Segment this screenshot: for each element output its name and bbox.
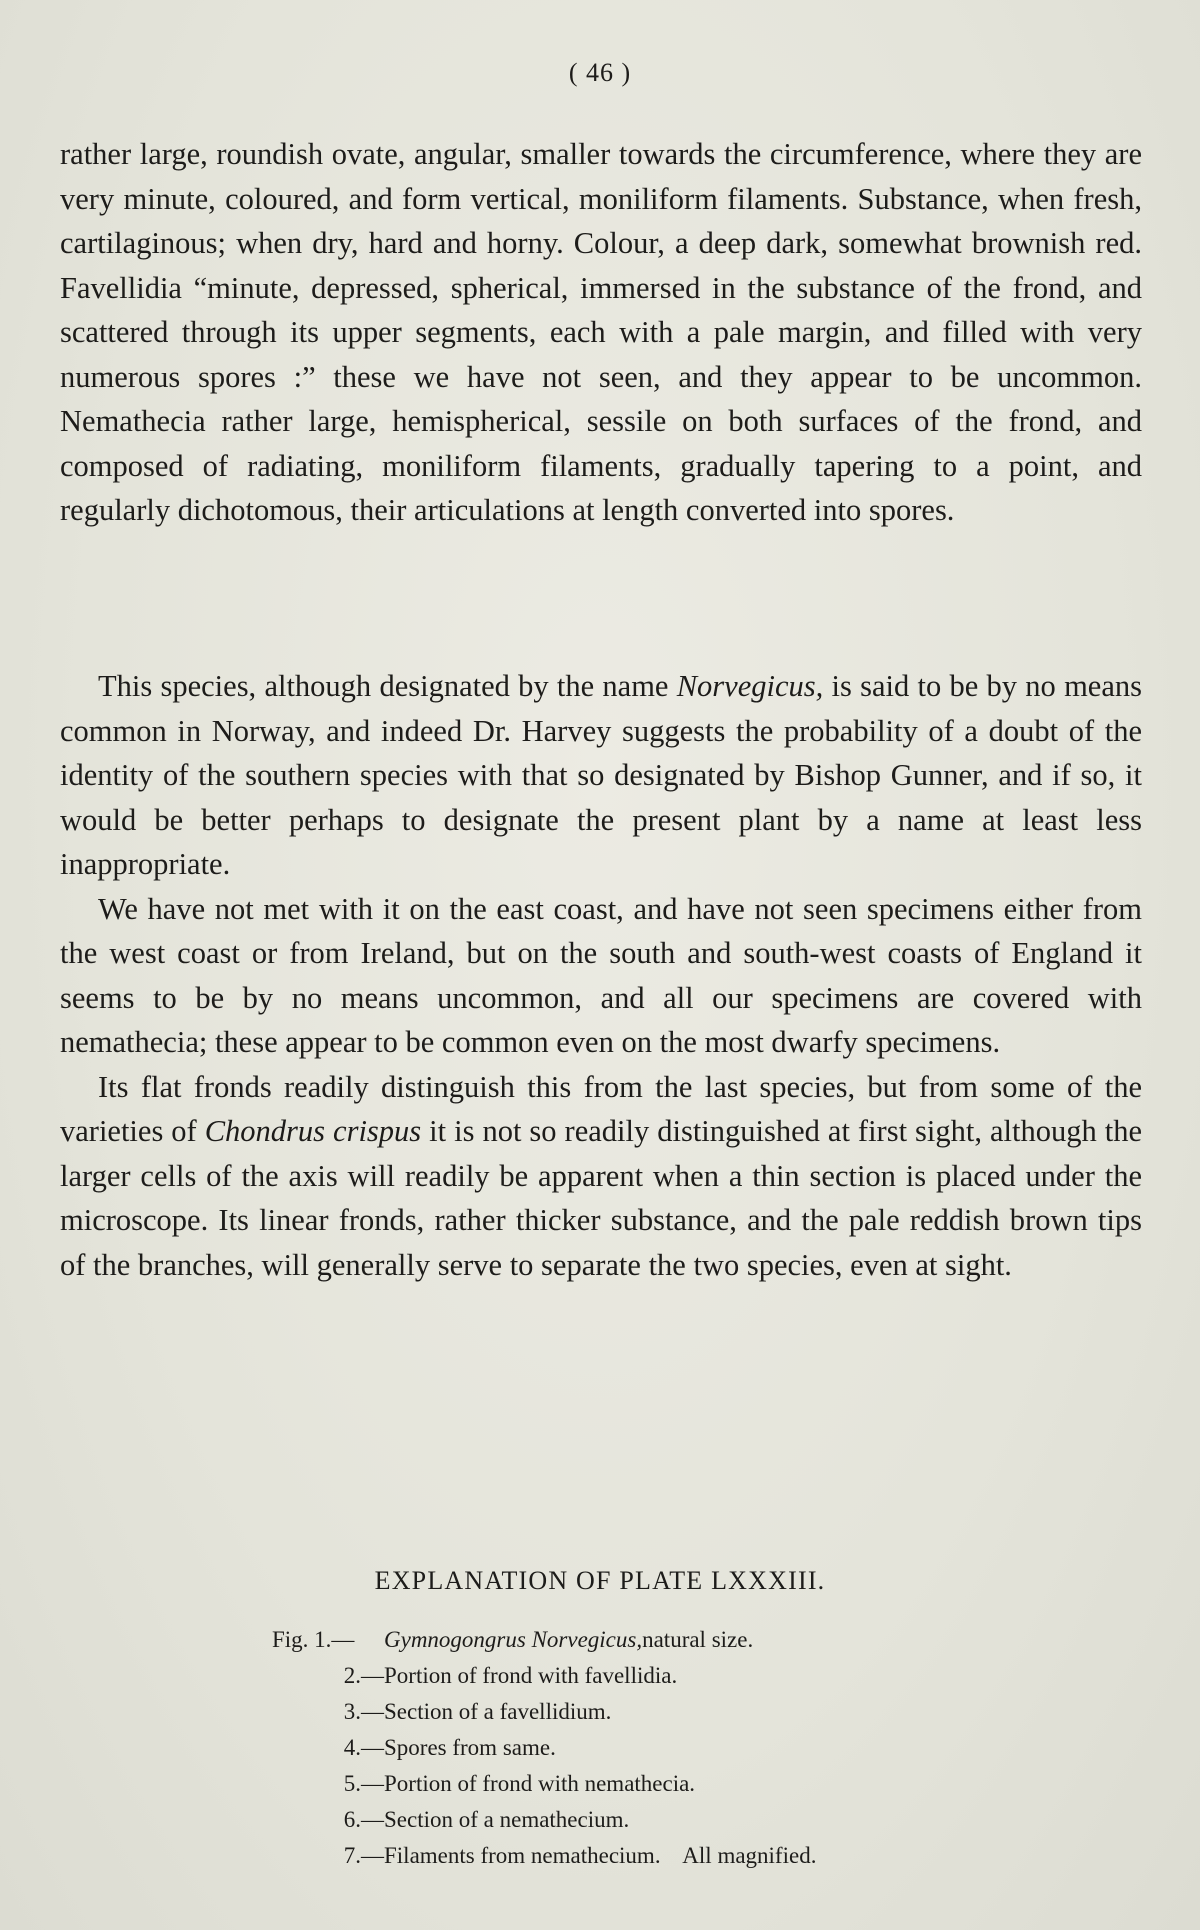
paragraph-distinction-italic: Chondrus crispus [204, 1114, 422, 1148]
figure-item [272, 1766, 1032, 1802]
figure-number: 2.— [343, 1663, 384, 1688]
figure-number: 3.— [343, 1699, 384, 1724]
figure-caption: Section of a favellidium. [384, 1699, 612, 1724]
figure-number: 6.— [343, 1807, 384, 1832]
paragraph-description-text: rather large, roundish ovate, angular, smaller towards the circumference, where they are very minute, coloured, and form vertical, moniliform filaments. Substance, when fresh, cartilaginous; when dry, hard and horny. Colour, a deep dark, somewhat brownish red. Favellidia “minute, depressed, spherical, immersed in the substance of the frond, and scattered through its upper segments, each with a pale margin, and filled with very numerous spores :” these we have not seen, and they appear to be uncommon. Nemathecia rather large, hemispherical, sessile on both surfaces of the frond, and composed of radiating, moniliform filaments, gradually tapering to a point, and regularly dichotomous, their articulations at length converted into spores. [60, 137, 1142, 527]
figure-number: 4.— [343, 1735, 384, 1760]
figure-caption: Portion of frond with favellidia. [384, 1663, 678, 1688]
figure-item [272, 1838, 1032, 1874]
figure-item [272, 1802, 1032, 1838]
paragraph-description [60, 132, 1142, 533]
paragraph-name-note-text-a: This species, although designated by the name [98, 669, 677, 703]
paragraph-distinction-text-b: it is not so readily distinguished at first sight, although the larger cells of the axis will readily be apparent when a thin section is placed under the microscope. Its linear fronds, rather thicker substance, and the pale reddish brown tips of the branches, will generally serve to separate the two species, even at sight. [60, 1114, 1142, 1282]
figure-number: 5.— [343, 1771, 384, 1796]
figure-number: 7.— [343, 1843, 384, 1868]
figure-item [272, 1730, 1032, 1766]
commentary-block [60, 664, 1142, 1287]
figure-number: Fig. 1.— [272, 1627, 355, 1652]
paragraph-name-note [60, 664, 1142, 887]
figure-caption: Section of a nemathecium. [384, 1807, 630, 1832]
description-block [60, 132, 1142, 533]
figure-caption-italic: Gymnogongrus Norvegicus, [384, 1627, 643, 1652]
figure-caption: Filaments from nemathecium. All magnified. [384, 1843, 817, 1868]
paragraph-distinction-text-a: Its flat fronds readily distinguish this from the last species, but from some of the varieties of [60, 1069, 1142, 1148]
figure-item [272, 1622, 1032, 1658]
figure-caption: Portion of frond with nemathecia. [384, 1771, 696, 1796]
paragraph-name-note-text-b: is said to be by no means common in Norway, and indeed Dr. Harvey suggests the probability of a doubt of the identity of the southern species with that so designated by Bishop Gunner, and if so, it would be better perhaps to designate the present plant by a name at least less inappropriate. [60, 669, 1142, 881]
figure-list [272, 1622, 1032, 1874]
figure-caption: Spores from same. [384, 1735, 556, 1760]
paragraph-name-note-italic: Norvegicus, [676, 669, 824, 703]
figure-caption: natural size. [642, 1627, 754, 1652]
paragraph-distribution-text: We have not met with it on the east coast, and have not seen specimens either from the west coast or from Ireland, but on the south and south-west coasts of England it seems to be by no means uncommon, and all our specimens are covered with nemathecia; these appear to be common even on the most dwarfy specimens. [60, 891, 1142, 1059]
page-number: ( 46 ) [568, 58, 632, 87]
paragraph-distribution [60, 887, 1142, 1065]
paragraph-distinction [60, 1065, 1142, 1288]
figure-item [272, 1658, 1032, 1694]
figure-item [272, 1694, 1032, 1730]
plate-explanation-heading: EXPLANATION OF PLATE LXXXIII. [374, 1566, 826, 1595]
